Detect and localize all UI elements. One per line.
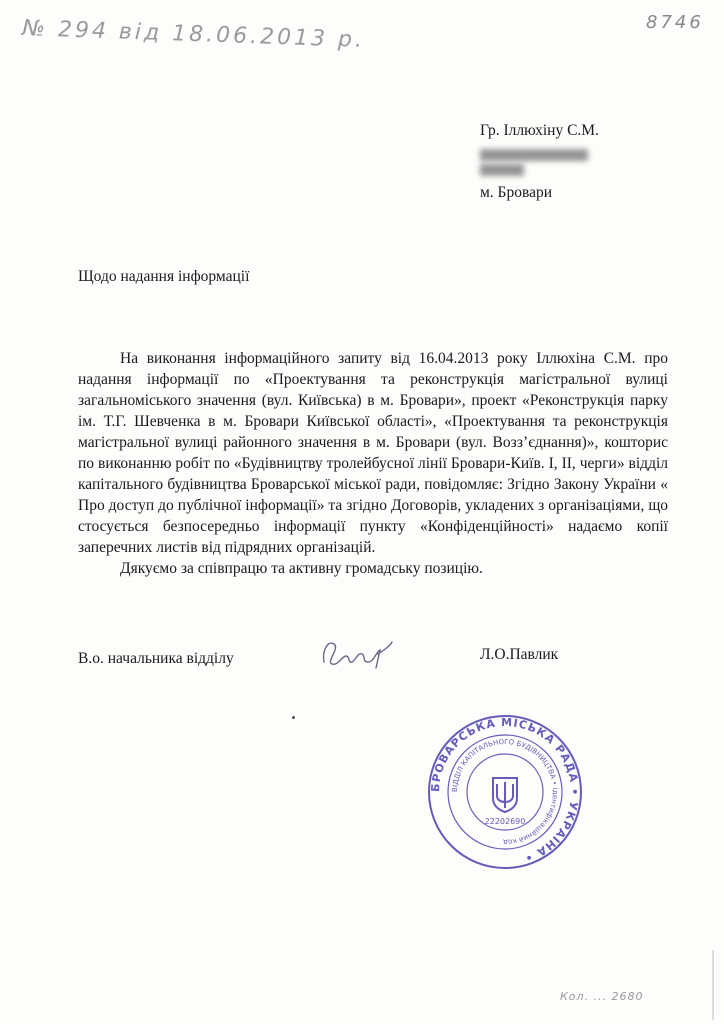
official-seal	[425, 712, 585, 872]
seal-code: 22202690	[484, 817, 526, 826]
seal-outer-text: БРОВАРСЬКА МІСЬКА РАДА • УКРАЇНА •	[428, 715, 582, 865]
bottom-handwritten-note: Кол. ... 2680	[560, 990, 644, 1003]
corner-handwritten-number: 8746	[646, 12, 704, 33]
signatory-name: Л.О.Павлик	[480, 646, 559, 663]
letter-subject: Щодо надання інформації	[78, 268, 250, 285]
body-paragraph-thanks: Дякуємо за співпрацю та активну громадську позицію.	[120, 560, 483, 577]
redacted-address-line-2	[480, 164, 524, 176]
scan-edge-line	[712, 950, 714, 1020]
addressee-name: Гр. Іллюхіну С.М.	[480, 122, 599, 139]
seal-inner-text: ВІДДІЛ КАПІТАЛЬНОГО БУДІВНИЦТВА • ідентифікаційний код	[450, 737, 560, 847]
letter-body	[78, 348, 668, 579]
signatory-position: В.о. начальника відділу	[78, 650, 234, 667]
redacted-address-line-1	[480, 149, 588, 161]
addressee-city: м. Бровари	[480, 184, 552, 201]
handwritten-signature	[318, 632, 398, 676]
registration-handwritten-note: № 294 від 18.06.2013 р.	[21, 16, 366, 53]
ink-dot	[292, 716, 295, 719]
body-paragraph-main: На виконання інформаційного запиту від 16.04.2013 року Іллюхіна С.М. про надання інформації по «Проектування та реконструкція магістральної вулиці загальноміського значення (вул. Київська) в м. Бровари», проект «Реконструкція парку ім. Т.Г. Шевченка в м. Бровари Київської області», «Проектування та реконструкція магістральної вулиці районного значення в м. Бровари (вул. Возз’єднання)», кошторис по виконанню робіт по «Будівництву тролейбусної лінії Бровари-Київ. I, II, черги» відділ капітального будівництва Броварської міської ради, повідомляє: Згідно Закону України « Про доступ до публічної інформації» та згідно Договорів, укладених з організаціями, що стосується безпосередньо інформації пункту «Конфіденційності» надаємо копії заперечних листів від підрядних організацій.	[78, 350, 668, 556]
trident-emblem-icon	[493, 778, 517, 812]
